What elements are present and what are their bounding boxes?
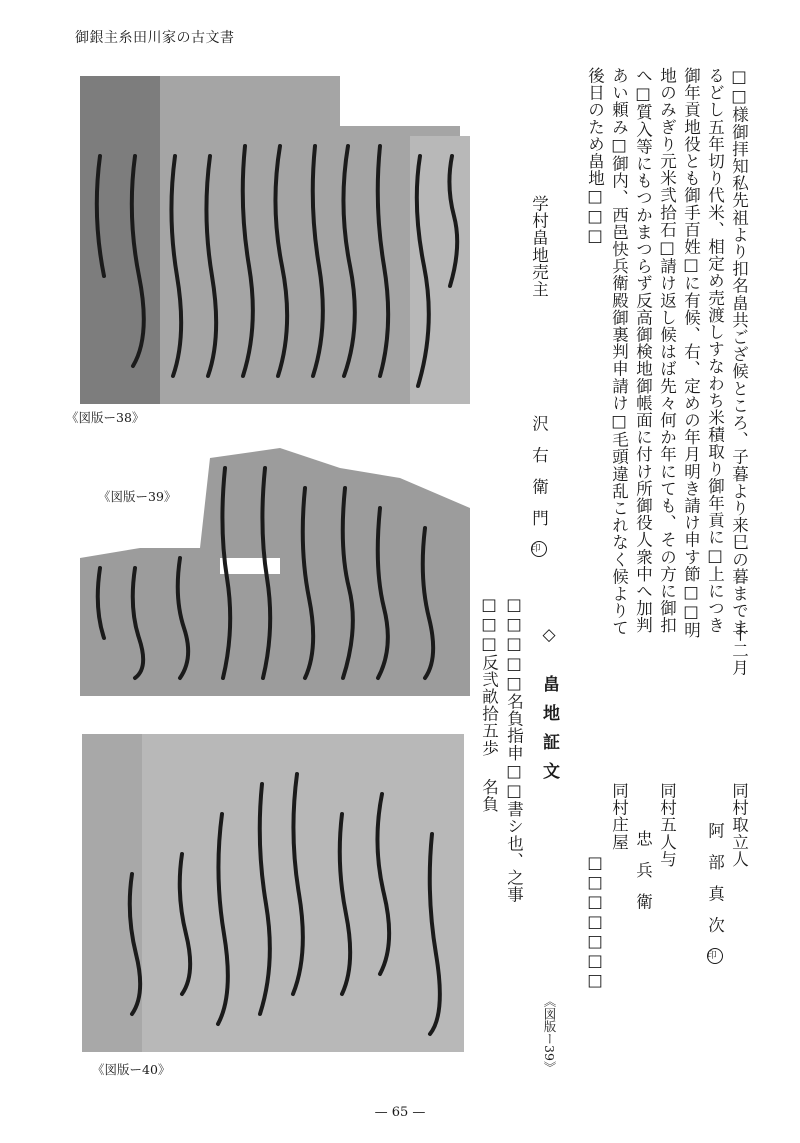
doc2-line-1: □□□□□名負指申□□書シ也、之事 <box>504 595 524 904</box>
plate-40-caption: 《図版ー40》 <box>92 1062 171 1077</box>
seller-name <box>529 415 556 557</box>
seller-name-text: 沢右衛門 <box>529 415 549 541</box>
seal-mark: 印 <box>531 541 547 557</box>
witness3-title: 同村庄屋 <box>609 782 629 851</box>
page-number: — 65 — <box>374 1105 426 1120</box>
manuscript-scan <box>82 734 464 1052</box>
seal-mark: 印 <box>707 948 723 964</box>
running-header: 御銀主糸田川家の古文書 <box>75 30 235 46</box>
doc1-line-3: 御年貢地役とも御手百姓□に有候、右、定めの年月明き請け申す節□□明 <box>681 67 701 639</box>
doc2-line-2 <box>480 595 497 813</box>
section-title: ◇ 畠地証文 <box>539 625 559 791</box>
manuscript-scan <box>80 76 524 404</box>
witness2-title: 同村五人与 <box>657 782 677 868</box>
witness1-name <box>705 822 732 964</box>
doc1-line-2: るどし五年切り代米、相定め売渡しすなわち米積取り御年貢に□上につき <box>705 67 725 634</box>
witness1-name-text: 阿部真次 <box>705 822 725 948</box>
doc1-line-1: □□様御拝知私先祖より扣名畠共ござ候ところ、子暮より来巳の暮までま <box>729 67 749 637</box>
doc1-line-7: 後日のため畠地□□□ <box>585 67 605 246</box>
manuscript-scan <box>80 448 470 696</box>
doc2-line-2-suffix: 名負 <box>479 778 499 813</box>
doc1-line-4: 地のみぎり元米弐拾石□請け返し候はば先々何か年にても、その方に御扣 <box>657 67 677 634</box>
plate-39-side-caption: 《図版ー39》 <box>542 995 557 1074</box>
plate-39-caption: 《図版ー39》 <box>98 489 177 504</box>
plate-40-image <box>82 734 464 1052</box>
doc1-line-5: へ□質入等にもつかまつらず反高御検地御帳面に付け所御役人衆中へ加判 <box>633 67 653 634</box>
witness2-name: 忠兵衛 <box>633 830 653 925</box>
plate-39-image <box>80 448 470 696</box>
doc1-line-6: あい頼み□御内、西邑快兵衛殿御裏判申請け□毛頭違乱これなく候よりて <box>609 67 629 637</box>
plate-38-caption: 《図版ー38》 <box>66 410 145 425</box>
doc2-line-2-text: □□□反弐畝拾五歩 <box>479 595 499 757</box>
date-month: 十二月 <box>729 625 749 677</box>
seller-label: 学村畠地売主 <box>529 195 549 298</box>
plate-38-image <box>80 76 524 404</box>
witness3-name: □□□□□□□ <box>585 853 605 991</box>
witness1-title: 同村取立人 <box>729 782 749 868</box>
